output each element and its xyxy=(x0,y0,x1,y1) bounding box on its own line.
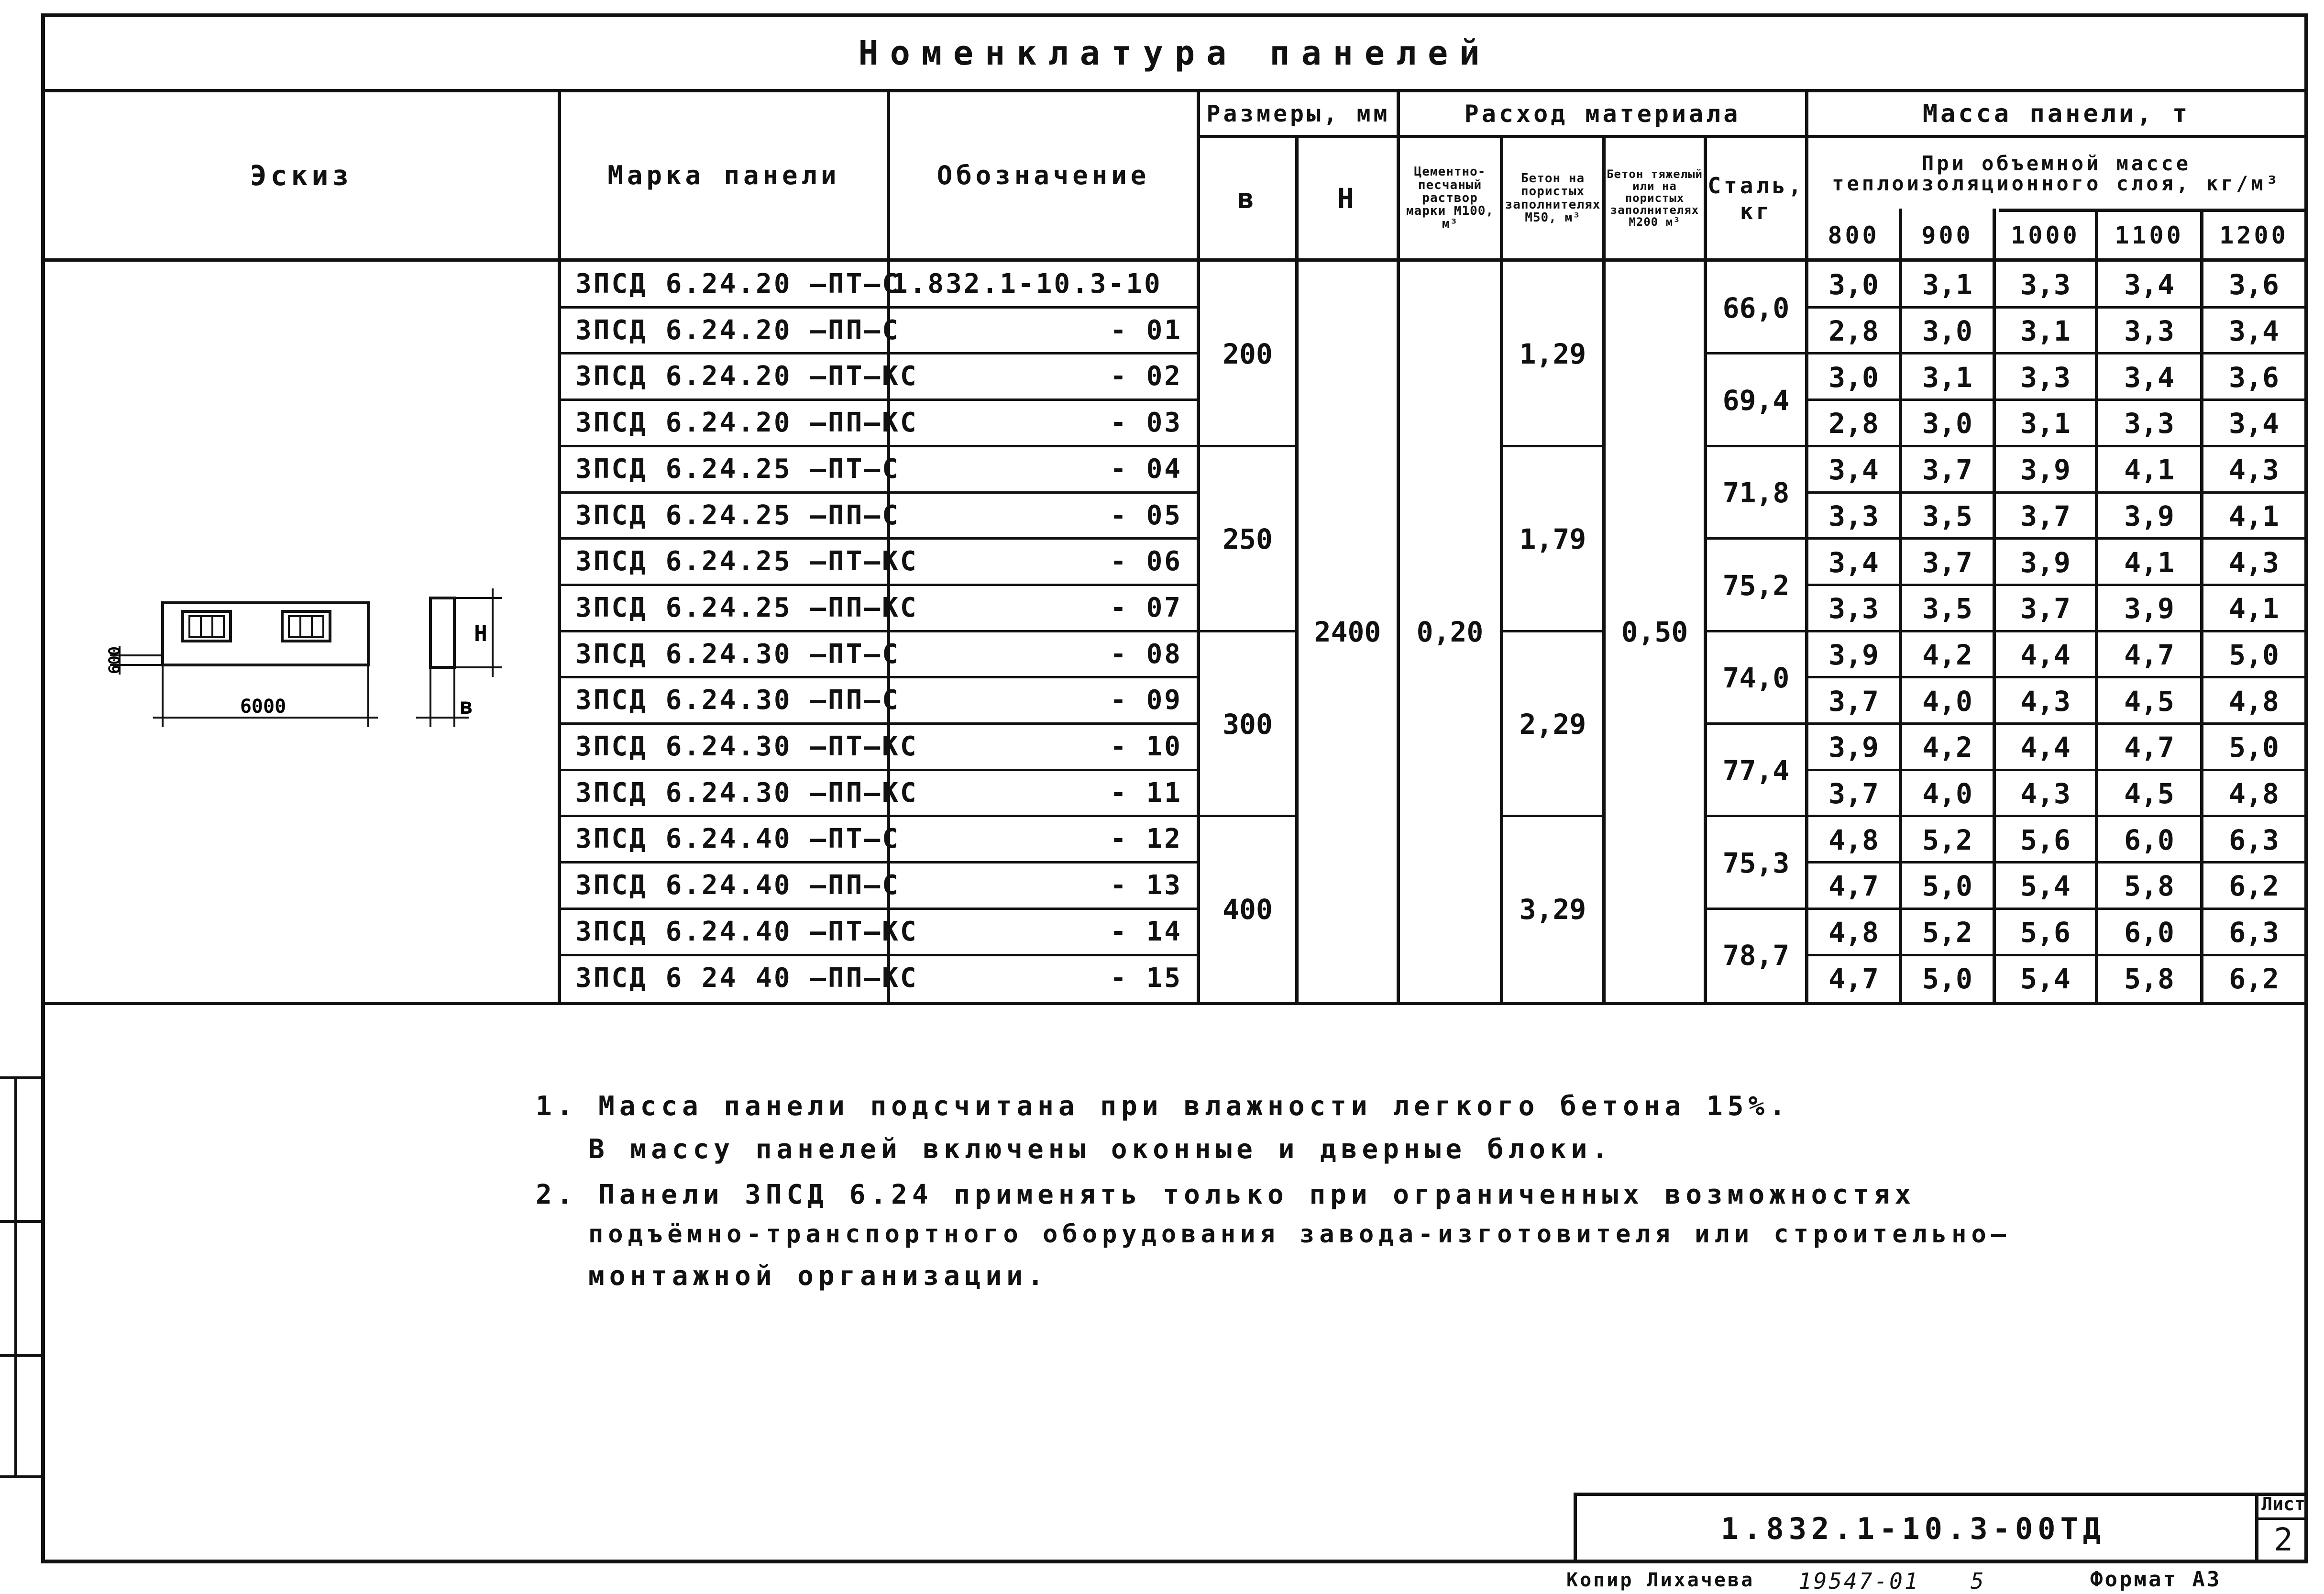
table-cell-mass: 3,1 xyxy=(1922,268,1972,301)
table-cell-mass: 4,2 xyxy=(1922,638,1972,671)
header-density: При объемной массе теплоизоляционного слоя, кг/м³ xyxy=(1832,151,2281,195)
table-cell-mass: 4,8 xyxy=(1828,823,1879,856)
format-label: Формат А3 xyxy=(2090,1567,2222,1592)
header-dims: Размеры, мм xyxy=(1206,100,1390,127)
table-cell-mark: ЗПСД 6.24.20 –ПТ–КС xyxy=(575,361,918,392)
table-cell-designation: - 09 xyxy=(1110,685,1182,716)
table-cell-mass: 3,9 xyxy=(2124,592,2174,625)
table-cell-steel: 75,2 xyxy=(1722,569,1790,602)
table-cell-mass: 5,8 xyxy=(2124,962,2174,995)
note-2b: подъёмно-транспортного оборудования завода-изготовителя или строительно– xyxy=(588,1220,2011,1249)
table-cell-mass: 3,0 xyxy=(1828,361,1879,394)
table-cell-steel: 71,8 xyxy=(1722,476,1790,509)
row-divider xyxy=(561,769,1197,771)
table-cell-mass: 3,1 xyxy=(2020,407,2071,440)
sheet-label: Лист xyxy=(2258,1494,2308,1520)
document-code: 1.832.1-10.3-00ТД xyxy=(1720,1511,2106,1546)
row-divider xyxy=(561,908,1197,910)
table-cell-mass: 4,7 xyxy=(1828,962,1879,995)
density-1200: 1200 xyxy=(2219,221,2289,249)
table-cell-mass: 3,9 xyxy=(2124,499,2174,532)
table-cell-mass: 3,4 xyxy=(2124,268,2174,301)
table-cell-b: 400 xyxy=(1223,893,1273,926)
table-cell-mass: 6,2 xyxy=(2229,962,2279,995)
table-cell-mass: 4,3 xyxy=(2229,546,2279,579)
table-cell-mass: 2,8 xyxy=(1828,407,1879,440)
header-mass: Масса панели, т xyxy=(1922,99,2191,128)
table-cell-mark: ЗПСД 6.24.30 –ПП–С xyxy=(575,685,900,716)
table-cell-mass: 4,4 xyxy=(2020,638,2071,671)
table-cell-mass: 3,5 xyxy=(1922,499,1972,532)
row-divider xyxy=(561,445,1197,447)
table-cell-porous: 2,29 xyxy=(1519,708,1586,741)
table-cell-mass: 3,7 xyxy=(2020,499,2071,532)
table-cell-designation: - 01 xyxy=(1110,314,1182,346)
table-cell-mass: 3,3 xyxy=(2124,407,2174,440)
table-cell-mass: 5,8 xyxy=(2124,870,2174,903)
table-cell-porous: 1,29 xyxy=(1519,338,1586,371)
table-cell-mass: 4,1 xyxy=(2124,546,2174,579)
table-cell-designation: - 06 xyxy=(1110,546,1182,577)
density-800: 800 xyxy=(1828,221,1880,249)
table-cell-mass: 5,4 xyxy=(2020,962,2071,995)
table-cell-mass: 3,0 xyxy=(1922,407,1972,440)
table-cell-steel: 69,4 xyxy=(1722,384,1790,417)
header-mortar: Цементно-песчаный раствор марки М100, м³ xyxy=(1406,165,1494,232)
table-cell-mass: 3,3 xyxy=(2124,315,2174,348)
row-divider xyxy=(561,676,1197,678)
copier-label: Копир Лихачева xyxy=(1566,1569,1755,1591)
table-cell-designation: - 04 xyxy=(1110,453,1182,485)
table-cell-mass: 5,0 xyxy=(1922,870,1972,903)
row-divider xyxy=(561,584,1197,586)
table-cell-mass: 3,9 xyxy=(1828,638,1879,671)
table-cell-mass: 5,6 xyxy=(2020,823,2071,856)
sketch-width-label: 6000 xyxy=(240,696,286,718)
panel-sketch xyxy=(81,574,521,756)
table-cell-mass: 4,0 xyxy=(1922,777,1972,810)
table-cell-mass: 5,0 xyxy=(2229,731,2279,764)
table-cell-mass: 3,4 xyxy=(1828,454,1879,487)
table-cell-mass: 3,5 xyxy=(1922,592,1972,625)
table-cell-designation: - 14 xyxy=(1110,916,1182,947)
header-sketch: Эскиз xyxy=(250,159,353,192)
table-cell-mass: 6,0 xyxy=(2124,823,2174,856)
table-cell-mass: 3,9 xyxy=(2020,454,2071,487)
table-cell-designation: - 13 xyxy=(1110,870,1182,901)
table-cell-mass: 4,3 xyxy=(2020,777,2071,810)
table-cell-mark: ЗПСД 6.24.30 –ПТ–С xyxy=(575,638,900,670)
note-1b: В массу панелей включены оконные и дверные блоки. xyxy=(588,1134,1613,1165)
row-divider xyxy=(561,537,1197,540)
table-cell-designation: - 12 xyxy=(1110,823,1182,855)
note-2c: монтажной организации. xyxy=(588,1261,1048,1292)
binding-strip xyxy=(0,1076,41,1478)
table-cell-mass: 3,7 xyxy=(2020,592,2071,625)
sketch-b-label: в xyxy=(460,693,473,719)
table-cell-heavy: 0,50 xyxy=(1621,615,1688,648)
table-cell-mass: 6,3 xyxy=(2229,916,2279,949)
density-900: 900 xyxy=(1921,221,1973,249)
table-cell-designation: - 11 xyxy=(1110,777,1182,808)
header-material: Расход материала xyxy=(1464,100,1741,128)
table-cell-mass: 3,4 xyxy=(2124,361,2174,394)
table-cell-mark: ЗПСД 6 24 40 –ПП–КС xyxy=(575,962,918,994)
header-designation: Обозначение xyxy=(936,160,1150,190)
table-cell-mass: 3,4 xyxy=(1828,546,1879,579)
table-cell-mass: 3,3 xyxy=(1828,499,1879,532)
table-cell-mass: 3,3 xyxy=(1828,592,1879,625)
density-1000: 1000 xyxy=(2011,221,2080,249)
density-1100: 1100 xyxy=(2115,221,2184,249)
table-cell-mass: 3,6 xyxy=(2229,268,2279,301)
sheet-number: 2 xyxy=(2274,1521,2293,1558)
table-cell-mark: ЗПСД 6.24.25 –ПТ–КС xyxy=(575,546,918,577)
table-cell-mark: ЗПСД 6.24.20 –ПП–С xyxy=(575,314,900,346)
table-cell-mass: 4,3 xyxy=(2020,685,2071,718)
table-cell-mark: ЗПСД 6.24.20 –ПП–КС xyxy=(575,407,918,439)
table-cell-mass: 4,8 xyxy=(1828,916,1879,949)
header-porous: Бетон на пористых заполнителях М50, м³ xyxy=(1505,171,1601,225)
table-cell-mass: 4,8 xyxy=(2229,777,2279,810)
table-cell-designation: 1.832.1-10.3-10 xyxy=(892,268,1162,299)
table-cell-mass: 5,0 xyxy=(1922,962,1972,995)
table-cell-mass: 6,0 xyxy=(2124,916,2174,949)
table-cell-mass: 3,3 xyxy=(2020,361,2071,394)
table-cell-steel: 74,0 xyxy=(1722,662,1790,695)
row-divider xyxy=(561,954,1197,956)
table-cell-mark: ЗПСД 6.24.25 –ПП–С xyxy=(575,499,900,531)
table-cell-mark: ЗПСД 6.24.25 –ПТ–С xyxy=(575,453,900,485)
table-cell-steel: 66,0 xyxy=(1722,291,1790,324)
sketch-height-label: 600 xyxy=(105,646,123,674)
table-cell-mass: 3,1 xyxy=(2020,315,2071,348)
table-cell-steel: 78,7 xyxy=(1722,939,1790,972)
row-divider xyxy=(561,306,1197,309)
table-cell-mass: 3,1 xyxy=(1922,361,1972,394)
table-cell-mass: 4,7 xyxy=(2124,731,2174,764)
table-cell-designation: - 15 xyxy=(1110,962,1182,994)
table-cell-h: 2400 xyxy=(1314,615,1381,648)
table-cell-mass: 3,4 xyxy=(2229,315,2279,348)
page-title: Номенклатура панелей xyxy=(858,33,1491,73)
table-cell-mass: 3,7 xyxy=(1828,685,1879,718)
row-divider xyxy=(561,722,1197,725)
table-cell-steel: 75,3 xyxy=(1722,847,1790,880)
table-cell-mass: 6,2 xyxy=(2229,870,2279,903)
header-mark: Марка панели xyxy=(607,160,840,190)
table-cell-mass: 5,2 xyxy=(1922,916,1972,949)
header-heavy: Бетон тяжелый или на пористых заполнителях М200 м³ xyxy=(1607,167,1703,229)
table-cell-mortar: 0,20 xyxy=(1416,615,1484,648)
table-cell-b: 200 xyxy=(1223,338,1273,371)
table-cell-mass: 2,8 xyxy=(1828,315,1879,348)
table-cell-designation: - 10 xyxy=(1110,731,1182,762)
table-cell-mass: 3,3 xyxy=(2020,268,2071,301)
table-cell-mass: 3,7 xyxy=(1922,454,1972,487)
table-cell-mark: ЗПСД 6.24.40 –ПТ–КС xyxy=(575,916,918,947)
table-cell-mass: 5,0 xyxy=(2229,638,2279,671)
sketch-h-label: Н xyxy=(474,620,487,646)
table-cell-mass: 4,5 xyxy=(2124,685,2174,718)
table-cell-designation: - 05 xyxy=(1110,499,1182,531)
table-cell-mass: 5,4 xyxy=(2020,870,2071,903)
table-cell-mass: 4,0 xyxy=(1922,685,1972,718)
table-cell-mass: 4,7 xyxy=(1828,870,1879,903)
table-cell-mass: 3,9 xyxy=(2020,546,2071,579)
table-cell-mass: 4,4 xyxy=(2020,731,2071,764)
table-cell-mass: 4,1 xyxy=(2124,454,2174,487)
table-cell-mass: 4,2 xyxy=(1922,731,1972,764)
note-1: 1. Масса панели подсчитана при влажности легкого бетона 15%. xyxy=(536,1091,1790,1122)
table-cell-designation: - 08 xyxy=(1110,638,1182,670)
table-cell-mass: 3,4 xyxy=(2229,407,2279,440)
table-cell-mass: 5,2 xyxy=(1922,823,1972,856)
table-cell-mass: 4,3 xyxy=(2229,454,2279,487)
table-cell-designation: - 07 xyxy=(1110,592,1182,623)
table-cell-mark: ЗПСД 6.24.20 –ПТ–С xyxy=(575,268,900,299)
header-h: Н xyxy=(1337,182,1358,215)
page-number: 5 xyxy=(1971,1568,1986,1594)
row-divider xyxy=(561,630,1197,632)
table-cell-designation: - 03 xyxy=(1110,407,1182,439)
table-cell-mass: 3,0 xyxy=(1922,315,1972,348)
table-cell-b: 250 xyxy=(1223,523,1273,556)
table-cell-mass: 6,3 xyxy=(2229,823,2279,856)
header-b: в xyxy=(1237,182,1258,215)
row-divider xyxy=(561,491,1197,494)
table-cell-b: 300 xyxy=(1223,708,1273,741)
table-cell-mass: 3,7 xyxy=(1828,777,1879,810)
table-cell-mark: ЗПСД 6.24.30 –ПТ–КС xyxy=(575,731,918,762)
row-divider xyxy=(561,398,1197,401)
row-divider xyxy=(561,352,1197,354)
table-cell-mass: 4,1 xyxy=(2229,592,2279,625)
note-2: 2. Панели ЗПСД 6.24 применять только при ограниченных возможностях xyxy=(536,1179,1916,1210)
archive-number: 19547-01 xyxy=(1798,1568,1920,1594)
table-cell-mass: 4,5 xyxy=(2124,777,2174,810)
table-cell-designation: - 02 xyxy=(1110,361,1182,392)
table-cell-mark: ЗПСД 6.24.30 –ПП–КС xyxy=(575,777,918,808)
table-cell-mass: 4,1 xyxy=(2229,499,2279,532)
table-cell-mark: ЗПСД 6.24.40 –ПП–С xyxy=(575,870,900,901)
table-cell-mass: 4,7 xyxy=(2124,638,2174,671)
table-cell-mark: ЗПСД 6.24.40 –ПТ–С xyxy=(575,823,900,855)
table-cell-porous: 3,29 xyxy=(1519,893,1586,926)
table-cell-mark: ЗПСД 6.24.25 –ПП–КС xyxy=(575,592,918,623)
table-cell-mass: 3,6 xyxy=(2229,361,2279,394)
row-divider xyxy=(561,861,1197,863)
table-cell-mass: 3,9 xyxy=(1828,731,1879,764)
table-cell-porous: 1,79 xyxy=(1519,523,1586,556)
table-cell-mass: 3,7 xyxy=(1922,546,1972,579)
table-cell-mass: 5,6 xyxy=(2020,916,2071,949)
row-divider xyxy=(561,815,1197,817)
table-cell-mass: 3,0 xyxy=(1828,268,1879,301)
header-steel: Сталь, кг xyxy=(1707,172,1805,224)
table-cell-steel: 77,4 xyxy=(1722,754,1790,787)
table-cell-mass: 4,8 xyxy=(2229,685,2279,718)
